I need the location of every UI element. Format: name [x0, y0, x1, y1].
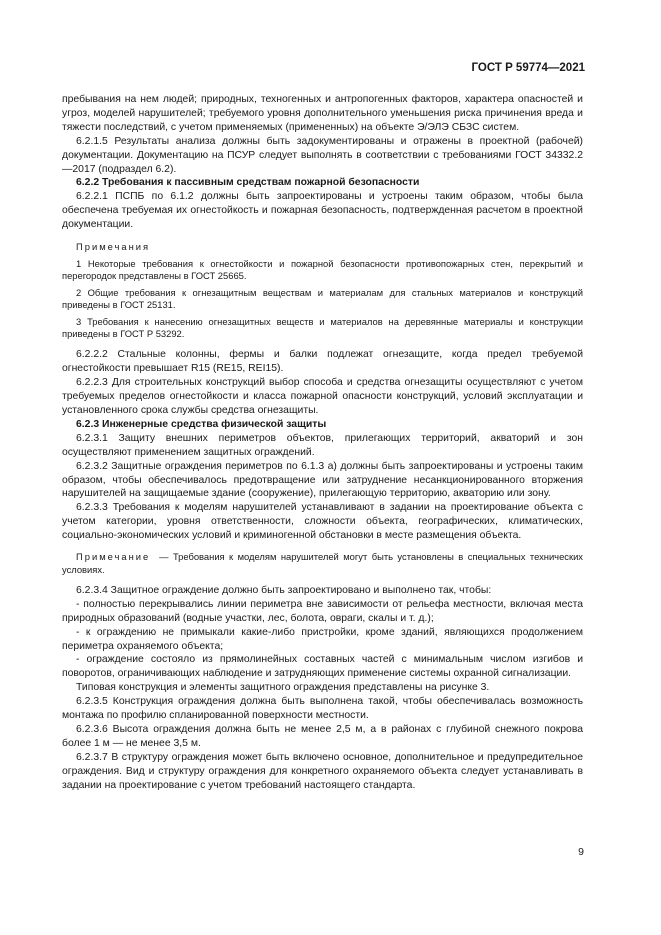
note-item: 3 Требования к нанесению огнезащитных веществ и материалов на деревянные материалы и конструкции приведены в ГОСТ Р 53292.	[62, 315, 583, 339]
note-inline	[62, 551, 583, 576]
note-label: Примечание	[76, 551, 151, 563]
list-item: - полностью перекрывались линии периметра вне зависимости от рельефа местности, включая места природных образований (водные участки, лес, болота, овраги, скалы и т. д.);	[62, 598, 583, 624]
paragraph: 6.2.3.6 Высота ограждения должна быть не менее 2,5 м, а в районах с глубиной снежного покрова более 1 м — не менее 3,5 м.	[62, 723, 583, 749]
notes-heading: Примечания	[76, 241, 151, 253]
paragraph: 6.2.3.3 Требования к моделям нарушителей устанавливают в задании на проектирование объекта с учетом категории, уровня ответственности, сложности объекта, географических, климатических, социально-экономических условий и криминогенной обстановки в месте размещения объекта.	[62, 502, 583, 542]
note-item: 1 Некоторые требования к огнестойкости и пожарной безопасности противопожарных стен, перекрытий и перегородок представлены в ГОСТ 25665.	[62, 257, 583, 282]
document-header: ГОСТ Р 59774—2021	[471, 62, 585, 74]
paragraph: Типовая конструкция и элементы защитного ограждения представлены на рисунке 3.	[76, 682, 490, 694]
list-item: - ограждение состояло из прямолинейных составных частей с минимальным числом изгибов и поворотов, ограничивающих наблюдение и затрудняющих применение системы охранной сигнализации.	[62, 654, 583, 680]
paragraph: 6.2.2.2 Стальные колонны, фермы и балки подлежат огнезащите, когда предел требуемой огнестойкости превышает R15 (RE15, REI15).	[62, 349, 583, 375]
paragraph: 6.2.2.1 ПСПБ по 6.1.2 должны быть запроектированы и устроены таким образом, чтобы была обеспечена требуемая их огнестойкость и пожарная безопасность, подтвержденная расчетом в проектной документации.	[62, 191, 583, 231]
paragraph: 6.2.2.3 Для строительных конструкций выбор способа и средства огнезащиты осуществляют с учетом требуемых пределов огнестойкости и класса пожарной опасности конструкций, условий эксплуатации и установленного срока службы средства огнезащиты.	[62, 377, 583, 417]
paragraph: 6.2.3.5 Конструкция ограждения должна быть выполнена такой, чтобы обеспечивалась возможность монтажа по профилю спланированной поверхности местности.	[62, 696, 583, 722]
paragraph: 6.2.1.5 Результаты анализа должны быть задокументированы и отражены в проектной (рабочей) документации. Документацию на ПСУР следует выполнять в соответствии с требованиями ГОСТ 34332.2—2017 (подраздел 6.2).	[62, 135, 583, 175]
paragraph: 6.2.3.7 В структуру ограждения может быть включено основное, дополнительное и предупредительное ограждения. Вид и структуру ограждения для конкретного охраняемого объекта следует устанавливать в задании на проектирование с учетом требований настоящего стандарта.	[62, 751, 583, 791]
paragraph: 6.2.3.4 Защитное ограждение должно быть запроектировано и выполнено так, чтобы:	[76, 584, 492, 596]
paragraph: 6.2.3.1 Защиту внешних периметров объектов, прилегающих территорий, акваторий и зон осуществляют применением защитных ограждений.	[62, 432, 583, 458]
page-body	[62, 93, 583, 793]
list-item: - к ограждению не примыкали какие-либо пристройки, кроме зданий, являющихся продолжением периметра охраняемого объекта;	[62, 626, 583, 652]
paragraph: пребывания на нем людей; природных, техногенных и антропогенных факторов, характера опасностей и угроз, моделей нарушителей; требуемого уровня дополнительного уменьшения риска причинения вреда и тяжести последствий, с учетом применяемых (примененных) на объекте Э/ЭЛЭ СБЗС систем.	[62, 94, 583, 133]
note-item: 2 Общие требования к огнезащитным веществам и материалам для стальных материалов и конструкций приведены в ГОСТ 25131.	[62, 286, 583, 311]
note-text: — Требования к моделям нарушителей могут быть установлены в специальных технических условиях.	[62, 551, 583, 575]
page-number: 9	[578, 846, 584, 858]
paragraph: 6.2.3.2 Защитные ограждения периметров по 6.1.3 а) должны быть запроектированы и устроены таким образом, чтобы обеспечивалось предотвращение или затруднение несанкционированного вторжения нарушителей на защищаемые здание (сооружение), прилегающую территорию, акваторию или зону.	[62, 460, 583, 500]
section-heading: 6.2.2 Требования к пассивным средствам пожарной безопасности	[76, 177, 420, 189]
section-heading: 6.2.3 Инженерные средства физической защиты	[76, 418, 327, 430]
